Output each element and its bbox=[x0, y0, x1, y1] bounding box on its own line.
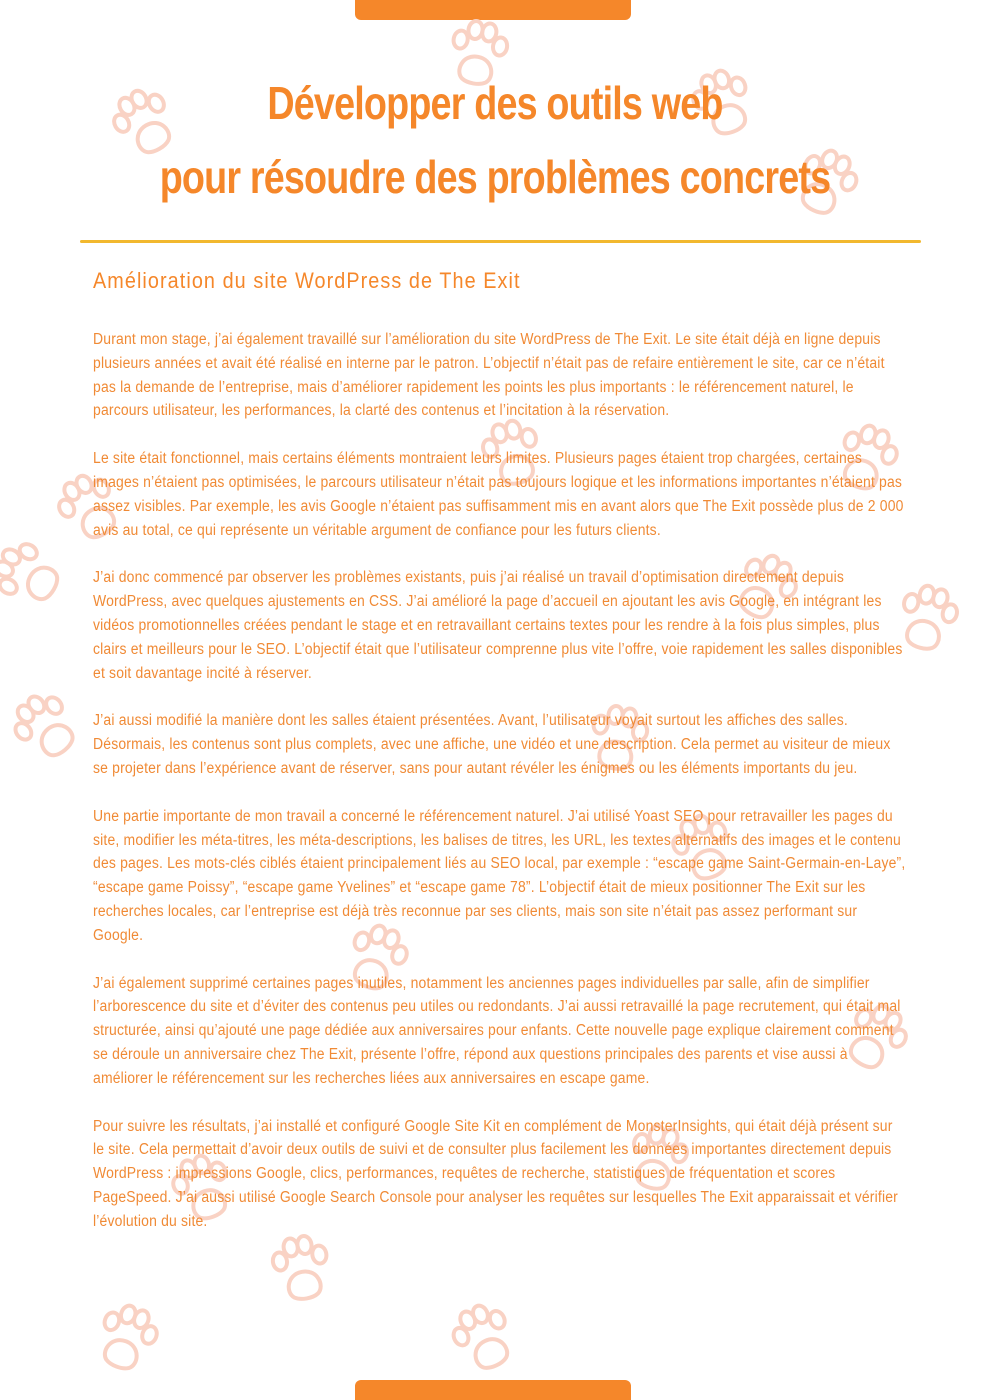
title-line-2: pour résoudre des problèmes concrets bbox=[159, 151, 831, 203]
paragraph: J’ai également supprimé certaines pages inutiles, notamment les anciennes pages individuelles par salle, afin de simplifier l’arborescence du site et d’éviter des contenus peu utiles ou redondants. J’ai aussi retravaillé la page recrutement, qui était mal structurée, ainsi qu’ajouté une page dédiée aux anniversaires pour enfants. Cette nouvelle page explique clairement comment se déroule un anniversaire chez The Exit, présente l’offre, répond aux questions principales des parents et vise aussi à améliorer le référencement sur les recherches liées aux anniversaires en escape game. bbox=[93, 974, 901, 1087]
title-divider bbox=[80, 240, 921, 243]
paragraph: J’ai aussi modifié la manière dont les salles étaient présentées. Avant, l’utilisateur voyait surtout les affiches des salles. Désormais, les contenus sont plus complets, avec une affiche, une vidéo et une description. Cela permet au visiteur de mieux se projeter dans l’expérience avant de réserver, sans pour autant révéler les énigmes ou les éléments importants du jeu. bbox=[93, 712, 891, 777]
bottom-tab-decoration bbox=[355, 1380, 631, 1400]
paragraph: J’ai donc commencé par observer les problèmes existants, puis j’ai réalisé un travail d’optimisation directement depuis WordPress, avec quelques ajustements en CSS. J’ai amélioré la page d’accueil en ajoutant les avis Google, en intégrant les vidéos promotionnelles créées pendant le stage et en retravaillant certains textes pour les rendre à la fois plus simples, plus clairs et meilleurs pour le SEO. L’objectif était que l’utilisateur comprenne plus vite l’offre, voie rapidement les salles disponibles et soit davantage incité à réserver. bbox=[93, 569, 903, 682]
page-title bbox=[122, 66, 868, 214]
body-text bbox=[93, 328, 908, 1258]
paw-print-icon bbox=[0, 535, 67, 613]
paw-print-icon bbox=[91, 1299, 163, 1376]
section-subtitle: Amélioration du site WordPress de The Exit bbox=[93, 268, 521, 293]
paw-print-icon bbox=[446, 1298, 521, 1377]
paragraph: Une partie importante de mon travail a concerné le référencement naturel. J’ai utilisé Yoast SEO pour retravailler les pages du site, modifier les méta-titres, les méta-descriptions, les balises de titres, les URL, les textes alternatifs des images et le contenu des pages. Les mots-clés ciblés étaient principalement liés au SEO local, par exemple : “escape game Saint-Germain-en-Laye”, “escape game Poissy”, “escape game Yvelines” et “escape game 78”. L’objectif était de mieux positionner The Exit sur les recherches locales, car l’entreprise est déjà très reconnue par ses clients, mais son site n’était pas assez performant sur Google. bbox=[93, 807, 906, 944]
paragraph: Durant mon stage, j’ai également travaillé sur l’amélioration du site WordPress de The Exit. Le site était déjà en ligne depuis plusieurs années et avait été réalisé en interne par le patron. L’objectif n’était pas de refaire entièrement le site, car ce n’était pas la demande de l’entreprise, mais d’améliorer rapidement les points les plus importants : le référencement naturel, le parcours utilisateur, les performances, la clarté des contenus et l’incitation à la réservation. bbox=[93, 331, 885, 420]
title-line-1: Développer des outils web bbox=[267, 77, 723, 129]
paw-print-icon bbox=[5, 685, 86, 767]
paragraph: Le site était fonctionnel, mais certains éléments montraient leurs limites. Plusieurs pages étaient trop chargées, certaines images n’étaient pas optimisées, le parcours utilisateur n’était pas toujours logique et les informations importantes n’étaient pas assez visibles. Par exemple, les avis Google n’étaient pas suffisamment mis en avant alors que The Exit possède plus de 2 000 avis au total, ce qui représente un véritable argument de confiance pour les futurs clients. bbox=[93, 450, 904, 539]
paragraph: Pour suivre les résultats, j’ai installé et configuré Google Site Kit en complément de MonsterInsights, qui était déjà présent sur le site. Cela permettait d’avoir deux outils de suivi et de consulter plus facilement les données importantes directement depuis WordPress : impressions Google, clics, performances, requêtes de recherche, statistiques de fréquentation et scores PageSpeed. J’ai aussi utilisé Google Search Console pour analyser les requêtes sur lesquelles The Exit apparaissait et vérifier l’évolution du site. bbox=[93, 1117, 899, 1230]
